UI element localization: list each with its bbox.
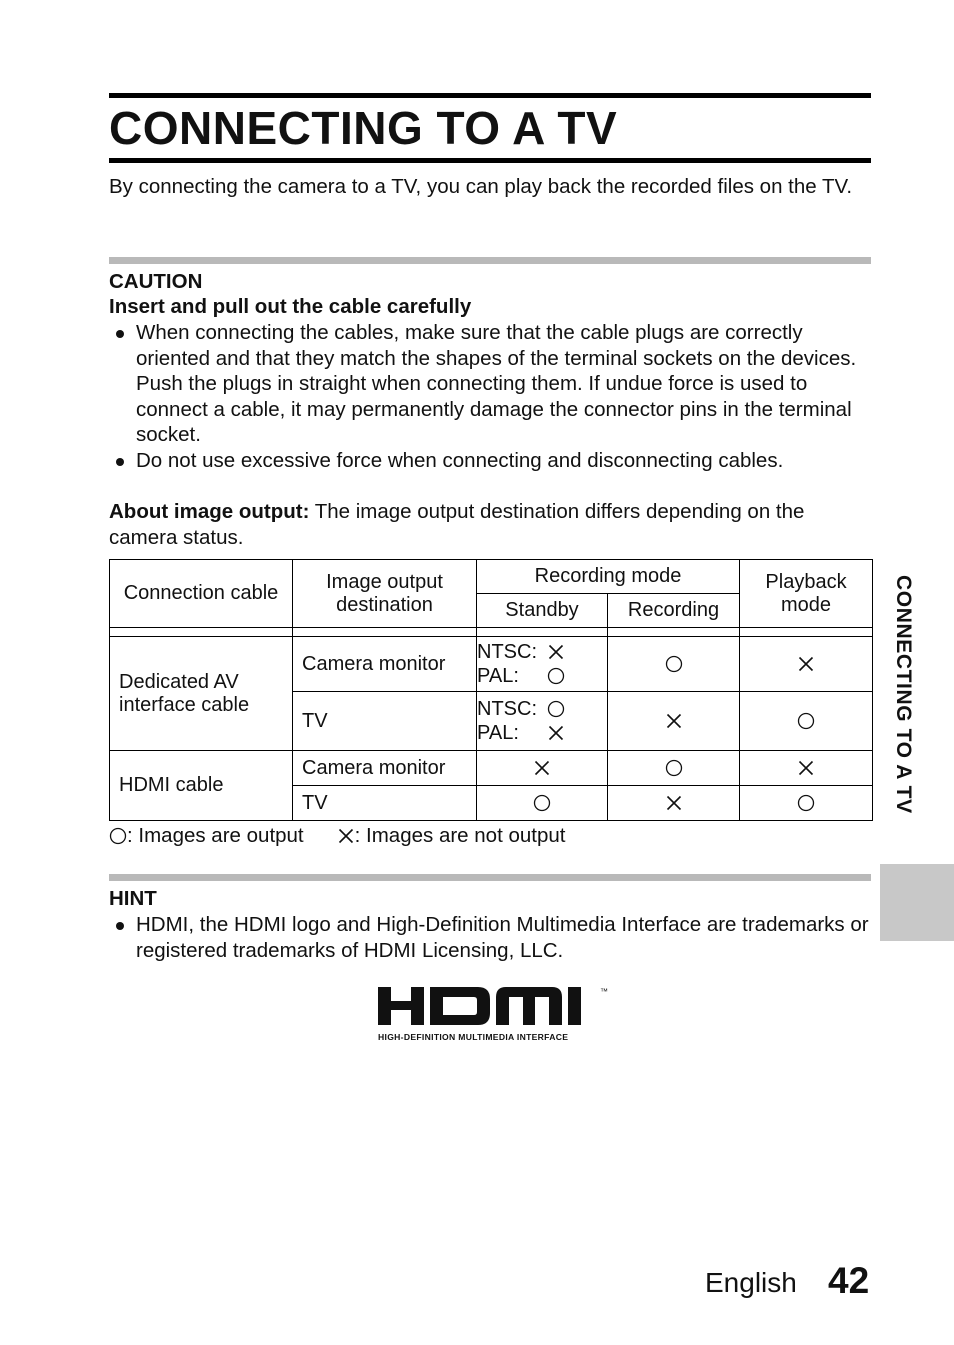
cell-playback (740, 637, 873, 692)
cross-icon (547, 643, 565, 661)
circle-icon (797, 794, 815, 812)
intro-text: By connecting the camera to a TV, you can play back the recorded files on the TV. (109, 175, 853, 198)
table-legend (109, 823, 565, 849)
caution-bullet-text: Do not use excessive force when connecting and disconnecting cables. (136, 448, 784, 472)
header-image-output-destination: Image output destination (293, 560, 477, 628)
cell-playback (740, 786, 873, 821)
side-tab-marker (880, 864, 954, 941)
caution-subheading: Insert and pull out the cable carefully (109, 295, 472, 318)
title-top-rule (109, 93, 871, 98)
side-tab-label: CONNECTING TO A TV (892, 575, 915, 814)
list-item (109, 320, 871, 448)
circle-icon (533, 794, 551, 812)
cell-recording (608, 637, 740, 692)
cell-recording (608, 786, 740, 821)
cross-icon (337, 827, 355, 845)
hint-heading: HINT (109, 887, 157, 910)
footer-language: English (705, 1267, 797, 1298)
cross-icon (797, 759, 815, 777)
legend-output-text: : Images are output (127, 824, 304, 847)
cross-icon (533, 759, 551, 777)
cell-standby (477, 692, 608, 751)
bullet-icon (116, 922, 124, 930)
cross-icon (665, 794, 683, 812)
pal-label: PAL: (477, 722, 519, 744)
table-row (110, 751, 873, 786)
image-output-paragraph (109, 499, 871, 550)
cell-destination: TV (293, 692, 477, 751)
image-output-label: About image output: (109, 500, 310, 523)
cross-icon (547, 724, 565, 742)
circle-icon (665, 759, 683, 777)
cell-playback (740, 751, 873, 786)
cell-playback (740, 692, 873, 751)
header-playback-mode: Playback mode (740, 560, 873, 628)
hint-list (109, 912, 871, 963)
legend-not-output (337, 823, 566, 849)
cell-recording (608, 751, 740, 786)
svg-text:™: ™ (600, 987, 608, 996)
cell-cable: HDMI cable (110, 751, 293, 821)
header-recording: Recording (608, 594, 740, 628)
circle-icon (547, 700, 565, 718)
bullet-icon (116, 458, 124, 466)
title-bottom-rule (109, 158, 871, 163)
page-number: 42 (828, 1260, 870, 1301)
legend-output (109, 823, 304, 849)
svg-text:HIGH-DEFINITION MULTIMEDIA INT: HIGH-DEFINITION MULTIMEDIA INTERFACE (378, 1032, 569, 1042)
circle-icon (547, 667, 565, 685)
table-row (110, 637, 873, 692)
pal-label: PAL: (477, 665, 519, 687)
page-title: CONNECTING TO A TV (109, 102, 618, 154)
image-output-text: The image output destination differs depending on the camera status. (109, 500, 805, 549)
cell-standby (477, 751, 608, 786)
cross-icon (797, 655, 815, 673)
cell-destination: Camera monitor (293, 751, 477, 786)
cell-destination: Camera monitor (293, 637, 477, 692)
cell-standby (477, 786, 608, 821)
caution-divider (109, 257, 871, 264)
hdmi-logo (378, 985, 618, 1050)
header-recording-mode: Recording mode (477, 560, 740, 594)
cell-cable: Dedicated AV interface cable (110, 637, 293, 751)
header-connection-cable: Connection cable (110, 560, 293, 628)
ntsc-label: NTSC: (477, 641, 537, 663)
circle-icon (665, 655, 683, 673)
bullet-icon (116, 330, 124, 338)
output-mode-table (109, 559, 873, 821)
legend-not-output-text: : Images are not output (354, 824, 566, 847)
cell-standby (477, 637, 608, 692)
caution-list (109, 320, 871, 473)
ntsc-label: NTSC: (477, 698, 537, 720)
cell-destination: TV (293, 786, 477, 821)
cross-icon (665, 712, 683, 730)
circle-icon (109, 827, 127, 845)
header-standby: Standby (477, 594, 608, 628)
list-item (109, 448, 871, 474)
caution-bullet-text: When connecting the cables, make sure that the cable plugs are correctly oriented and that they match the shapes of the terminal sockets on the devices. Push the plugs in straight when connecting them. If undue force is used to connect a cable, it may permanently damage the connector pins in the terminal socket. (136, 321, 857, 446)
circle-icon (797, 712, 815, 730)
caution-heading: CAUTION (109, 270, 203, 293)
cell-recording (608, 692, 740, 751)
hint-divider (109, 874, 871, 881)
hint-bullet-text: HDMI, the HDMI logo and High-Definition Multimedia Interface are trademarks or registered trademarks of HDMI Licensing, LLC. (136, 913, 869, 962)
list-item (109, 912, 871, 963)
